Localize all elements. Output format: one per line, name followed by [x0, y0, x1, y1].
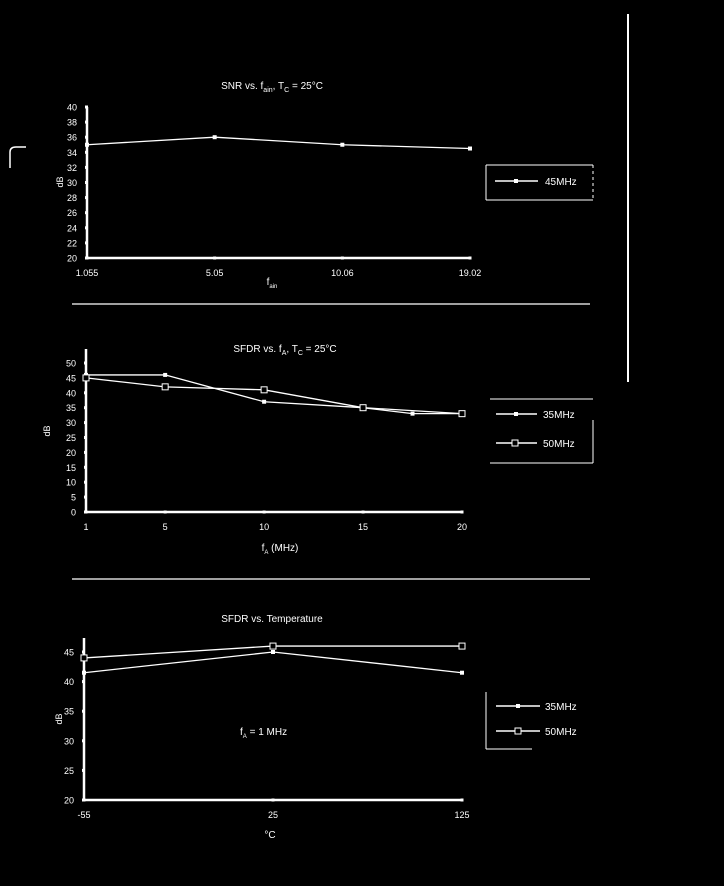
chart-2-y-tick-mark	[84, 436, 87, 439]
chart-2-y-tick-mark	[84, 466, 87, 469]
chart-1-y-tick-label: 20	[66, 253, 77, 264]
chart-1-y-tick-label: 24	[66, 223, 77, 234]
chart-snr	[55, 81, 593, 290]
chart-1-y-tick-label: 36	[66, 132, 77, 143]
chart-1-x-tick-mark	[86, 257, 89, 260]
chart-3-y-tick-mark	[82, 769, 85, 772]
chart-2-series-line-35mhz	[86, 375, 462, 414]
chart-2-point-50mhz	[83, 375, 89, 381]
chart-1-x-tick-label: 5.05	[205, 268, 224, 278]
chart-2-legend	[490, 399, 593, 463]
chart-2-title: SFDR vs. $f_A$, $T_C = 25^\circ C$	[233, 344, 337, 357]
chart-2-point-35mhz	[163, 373, 167, 377]
chart-3-point-35mhz	[271, 650, 275, 654]
chart-2-x-tick-mark	[362, 511, 365, 514]
chart-2-x-tick-mark	[263, 511, 266, 514]
chart-3-point-35mhz	[460, 671, 464, 675]
chart-1-y-tick-label: 34	[66, 147, 77, 158]
chart-sfdr-fa	[42, 344, 593, 556]
corner-mark	[10, 147, 26, 168]
chart-2-point-50mhz	[162, 384, 168, 390]
chart-3-point-50mhz	[270, 643, 276, 649]
chart-3-y-tick-label: 45	[63, 647, 74, 658]
chart-1-y-label: dB	[55, 176, 65, 188]
chart-1-point-45mhz	[213, 135, 217, 139]
chart-2-point-50mhz	[261, 387, 267, 393]
chart-1-y-tick-mark	[85, 226, 88, 229]
chart-1-y-tick-mark	[85, 151, 88, 154]
chart-2-point-50mhz	[360, 405, 366, 411]
chart-2-y-tick-label: 25	[65, 433, 76, 443]
chart-1-x-label: $f_{ain}$	[266, 277, 278, 290]
chart-3-x-tick-label: 125	[454, 810, 470, 820]
chart-3-series-line-35mhz	[84, 652, 462, 673]
chart-1-y-tick-label: 28	[66, 193, 77, 204]
chart-2-x-tick-mark	[85, 511, 88, 514]
chart-1-y-tick-mark	[85, 211, 88, 214]
chart-3-legend	[486, 692, 577, 749]
chart-2-legend-label-35mhz: 35MHz	[543, 410, 575, 421]
chart-2-y-tick-label: 15	[65, 462, 76, 473]
chart-1-x-tick-label: 19.02	[458, 268, 482, 278]
chart-3-y-tick-label: 25	[63, 765, 74, 776]
chart-2-y-tick-mark	[84, 496, 87, 499]
chart-1-y-tick-mark	[85, 181, 88, 184]
chart-3-y-tick-label: 35	[63, 706, 74, 717]
chart-2-y-tick-label: 30	[65, 418, 76, 429]
chart-2-series-line-50mhz	[86, 378, 462, 414]
chart-1-y-tick-mark	[85, 241, 88, 244]
chart-2-y-tick-label: 35	[65, 403, 76, 414]
chart-2-y-tick-mark	[84, 362, 87, 365]
chart-3-legend-marker-50mhz	[515, 728, 521, 734]
chart-1-y-tick-label: 30	[66, 178, 77, 188]
chart-2-y-tick-mark	[84, 481, 87, 484]
chart-3-title: SFDR vs. Temperature	[221, 614, 323, 625]
chart-1-y-tick-mark	[85, 106, 88, 109]
chart-3-y-label: dB	[54, 713, 64, 725]
chart-2-point-50mhz	[459, 411, 465, 417]
chart-3-y-tick-label: 30	[63, 736, 74, 747]
chart-2-legend-marker-50mhz	[512, 440, 518, 446]
chart-3-point-35mhz	[82, 671, 86, 675]
chart-2-y-tick-label: 0	[70, 507, 76, 518]
chart-2-y-tick-label: 50	[65, 358, 76, 369]
chart-1-y-tick-mark	[85, 136, 88, 139]
chart-3-x-tick-label: 25	[267, 810, 279, 820]
chart-2-x-label: $f_A$ (MHz)	[261, 543, 299, 556]
chart-3-point-50mhz	[459, 643, 465, 649]
chart-1-y-tick-mark	[85, 166, 88, 169]
chart-sfdr-temp	[54, 614, 577, 841]
chart-3-y-tick-mark	[82, 739, 85, 742]
chart-1-x-tick-mark	[213, 257, 216, 260]
chart-2-x-tick-label: 20	[456, 522, 468, 532]
chart-2-y-tick-label: 20	[65, 447, 76, 458]
chart-2-x-tick-mark	[164, 511, 167, 514]
chart-2-y-tick-label: 45	[65, 373, 76, 384]
chart-1-title: SNR vs. $f_{ain}$, $T_C = 25^\circ C$	[221, 81, 323, 94]
chart-2-y-label: dB	[42, 425, 52, 437]
chart-3-point-50mhz	[81, 655, 87, 661]
chart-1-legend	[486, 165, 593, 200]
chart-1-y-tick-label: 22	[66, 238, 77, 249]
chart-2-x-tick-mark	[461, 511, 464, 514]
chart-1-y-tick-label: 32	[66, 162, 77, 173]
chart-3-x-tick-mark	[83, 799, 86, 802]
chart-2-y-tick-mark	[84, 421, 87, 424]
chart-3-x-tick-mark	[272, 799, 275, 802]
chart-2-legend-marker-35mhz	[514, 412, 518, 416]
chart-3-y-tick-mark	[82, 710, 85, 713]
chart-3-legend-label-50mhz: 50MHz	[545, 727, 577, 738]
chart-2-x-tick-label: 1	[83, 522, 89, 532]
chart-1-x-tick-mark	[469, 257, 472, 260]
chart-1-y-tick-label: 38	[66, 117, 77, 128]
chart-2-x-tick-label: 10	[259, 522, 270, 532]
chart-1-series-line-45mhz	[87, 137, 470, 148]
chart-3-legend-marker-35mhz	[516, 704, 520, 708]
chart-1-legend-label-45mhz: 45MHz	[545, 177, 577, 188]
chart-3-y-tick-mark	[82, 680, 85, 683]
chart-2-y-tick-label: 40	[65, 388, 76, 399]
chart-3-legend-label-35mhz: 35MHz	[545, 702, 577, 713]
chart-3-x-tick-mark	[461, 799, 464, 802]
chart-2-y-tick-label: 5	[70, 492, 76, 503]
chart-3-annotation: $f_A = 1$ MHz	[240, 727, 288, 740]
chart-2-y-tick-mark	[84, 451, 87, 454]
chart-2-y-tick-mark	[84, 391, 87, 394]
chart-1-x-tick-label: 10.06	[331, 268, 354, 278]
chart-2-x-tick-label: 5	[162, 522, 168, 532]
chart-2-y-tick-mark	[84, 406, 87, 409]
chart-1-y-tick-mark	[85, 121, 88, 124]
chart-3-x-label: °C	[264, 830, 276, 841]
chart-1-y-tick-mark	[85, 196, 88, 199]
chart-3-y-tick-label: 40	[63, 677, 74, 688]
chart-1-x-tick-mark	[341, 257, 344, 260]
chart-2-legend-label-50mhz: 50MHz	[543, 439, 575, 450]
chart-1-point-45mhz	[468, 147, 472, 151]
chart-1-y-tick-label: 26	[66, 208, 77, 219]
chart-1-x-tick-label: 1.055	[75, 268, 99, 278]
chart-3-y-tick-label: 20	[63, 795, 74, 806]
chart-3-y-tick-mark	[82, 651, 85, 654]
chart-2-x-tick-label: 15	[358, 522, 369, 532]
chart-2-point-35mhz	[262, 400, 266, 404]
chart-2-point-35mhz	[411, 412, 415, 416]
chart-1-y-tick-label: 40	[66, 102, 77, 113]
chart-1-legend-marker-45mhz	[514, 179, 518, 183]
chart-3-x-tick-label: -55	[77, 810, 91, 820]
chart-2-y-tick-label: 10	[65, 477, 76, 488]
chart-1-point-45mhz	[85, 143, 89, 147]
chart-1-point-45mhz	[340, 143, 344, 147]
